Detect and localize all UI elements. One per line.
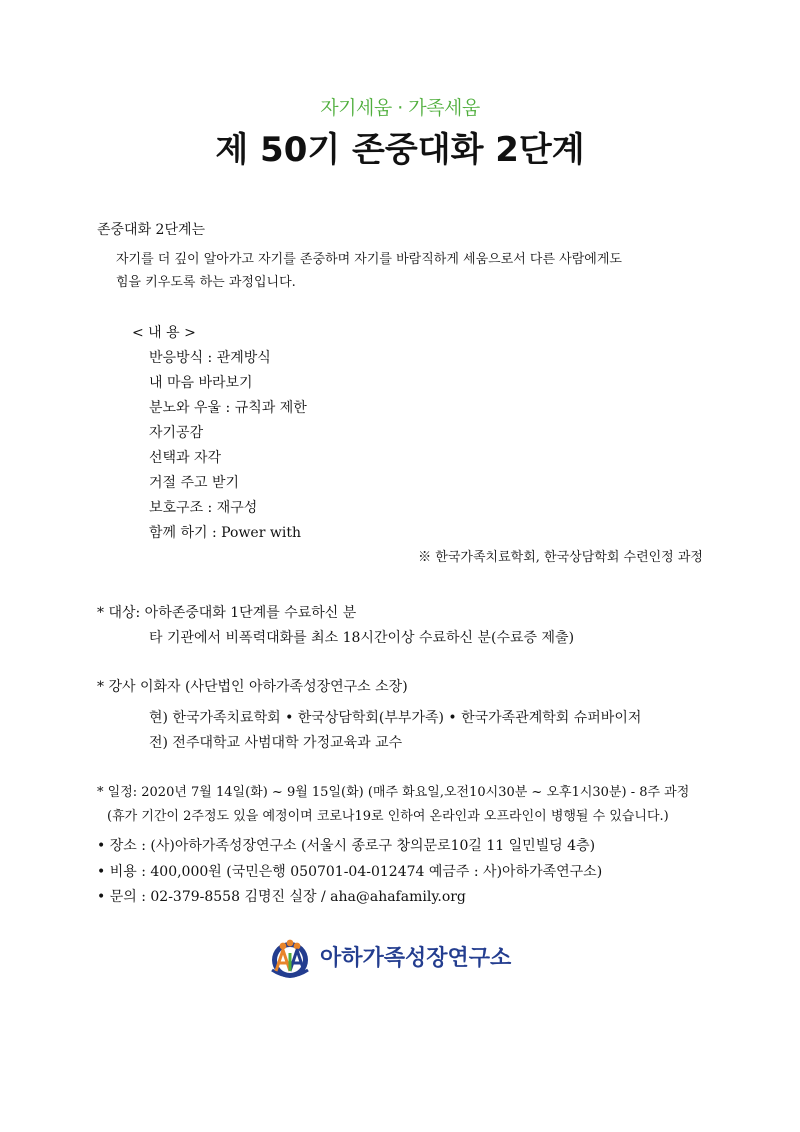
aha-logo-icon <box>266 938 314 984</box>
contents-item: 내 마음 바라보기 <box>149 375 253 391</box>
org-logo-text: 아하가족성장연구소 <box>320 946 512 971</box>
info-place: • 장소 : (사)아하가족성장연구소 (서울시 종로구 창의문로10길 11 일민빌딩 4층) <box>97 838 596 854</box>
subtitle: 자기세움 · 가족세움 <box>320 97 480 119</box>
contents-item: 자기공감 <box>149 425 204 441</box>
contents-item: 거절 주고 받기 <box>149 475 240 491</box>
contents-item: 분노와 우울 : 규칙과 제한 <box>149 400 307 416</box>
intro-line-1: 자기를 더 깊이 알아가고 자기를 존중하며 자기를 바람직하게 세움으로서 다른 사람에게도 <box>116 252 622 267</box>
info-fee: • 비용 : 400,000원 (국민은행 050701-04-012474 예금주 : 사)아하가족연구소) <box>97 864 603 880</box>
instructor-line-1: * 강사 이화자 (사단법인 아하가족성장연구소 소장) <box>97 679 408 695</box>
schedule-line-2: (휴가 기간이 2주정도 있을 예정이며 코로나19로 인하여 온라인과 오프라인이 병행될 수 있습니다.) <box>107 809 669 824</box>
target-line-2: 타 기관에서 비폭력대화를 최소 18시간이상 수료하신 분(수료증 제출) <box>149 630 575 646</box>
contents-item: 함께 하기 : Power with <box>149 525 301 541</box>
info-contact: • 문의 : 02-379-8558 김명진 실장 / aha@ahafamily.org <box>97 889 466 905</box>
target-line-1: * 대상: 아하존중대화 1단계를 수료하신 분 <box>97 605 357 621</box>
page-title: 제 50기 존중대화 2단계 <box>215 130 585 170</box>
contents-item: 반응방식 : 관계방식 <box>149 350 271 366</box>
contents-item: 선택과 자각 <box>149 450 222 466</box>
contents-heading: < 내 용 > <box>132 325 196 341</box>
intro-line-2: 힘을 키우도록 하는 과정입니다. <box>116 275 296 290</box>
certification-note: ※ 한국가족치료학회, 한국상담학회 수련인정 과정 <box>418 550 703 565</box>
contents-item: 보호구조 : 재구성 <box>149 500 258 516</box>
instructor-line-3: 전) 전주대학교 사범대학 가정교육과 교수 <box>149 735 403 751</box>
schedule-line-1: * 일정: 2020년 7월 14일(화) ~ 9월 15일(화) (매주 화요일,오전10시30분 ~ 오후1시30분) - 8주 과정 <box>97 785 690 800</box>
instructor-line-2: 현) 한국가족치료학회 • 한국상담학회(부부가족) • 한국가족관계학회 슈퍼바이저 <box>149 710 642 726</box>
intro-heading: 존중대화 2단계는 <box>97 222 206 238</box>
